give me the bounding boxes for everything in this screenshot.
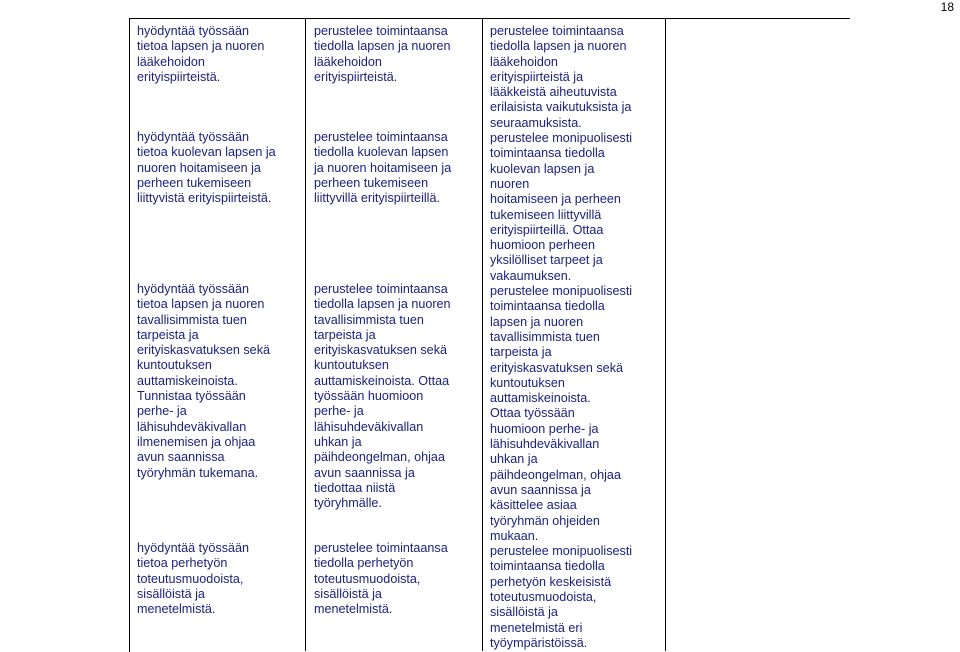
text-line: auttamiskeinoista. Ottaa xyxy=(314,373,450,388)
text-line: lähisuhdeväkivallan xyxy=(490,437,600,452)
text-line: tietoa perhetyön xyxy=(137,556,228,571)
text-block xyxy=(490,24,632,651)
text-line: perhe- ja xyxy=(137,404,187,419)
text-line: yksilölliset tarpeet ja xyxy=(490,253,603,268)
text-block xyxy=(137,130,276,206)
text-block xyxy=(314,130,451,206)
text-line: työympäristöissä. xyxy=(490,635,588,650)
text-line: tiedottaa niistä xyxy=(314,480,396,495)
text-line: menetelmistä eri xyxy=(490,620,583,635)
text-line: toteutusmuodoista, xyxy=(314,571,421,586)
text-line: tiedolla perhetyön xyxy=(314,556,414,571)
text-line: tavallisimmista tuen xyxy=(490,329,600,344)
text-line: perheen tukemiseen xyxy=(314,175,429,190)
text-line: erityispiirteistä ja xyxy=(490,69,584,84)
text-line: työssään huomioon xyxy=(314,389,424,404)
text-line: kuolevan lapsen ja xyxy=(490,161,595,176)
text-line: ilmenemisen ja ohjaa xyxy=(137,434,256,449)
text-line: lääkehoidon xyxy=(314,54,382,69)
text-line: perheen tukemiseen xyxy=(137,175,252,190)
text-line: Tunnistaa työssään xyxy=(137,389,246,404)
text-block xyxy=(314,282,451,511)
text-line: erityiskasvatuksen sekä xyxy=(314,343,447,358)
text-line: perustelee toimintaansa xyxy=(314,541,448,555)
text-block xyxy=(137,24,264,85)
text-line: toimintaansa tiedolla xyxy=(490,559,605,574)
text-line: erityispiirteillä. Ottaa xyxy=(490,222,604,237)
text-line: käsittelee asiaa xyxy=(490,498,577,513)
text-line: lääkehoidon xyxy=(137,54,205,69)
text-line: liittyvistä erityispiirteistä. xyxy=(137,191,272,206)
text-line: huomioon perhe- ja xyxy=(490,421,599,436)
text-line: perhetyön keskeisistä xyxy=(490,574,612,589)
text-line: tarpeista ja xyxy=(137,327,199,342)
text-line: perustelee toimintaansa xyxy=(314,282,448,296)
text-line: hyödyntää työssään xyxy=(137,130,250,144)
text-line: avun saannissa xyxy=(137,450,225,465)
text-line: tukemiseen liittyvillä xyxy=(490,207,602,222)
text-line: auttamiskeinoista. xyxy=(490,391,591,406)
text-line: perustelee monipuolisesti xyxy=(490,544,633,559)
text-line: lapsen ja nuoren xyxy=(490,314,584,329)
text-line: perustelee toimintaansa xyxy=(314,24,448,38)
column-divider xyxy=(482,18,483,651)
text-line: toimintaansa tiedolla xyxy=(490,146,605,161)
text-line: hyödyntää työssään xyxy=(137,282,250,296)
text-line: liittyvillä erityispiirteillä. xyxy=(314,191,440,206)
text-line: nuoren hoitamiseen ja xyxy=(137,160,261,175)
text-line: huomioon perheen xyxy=(490,238,596,253)
text-line: tarpeista ja xyxy=(490,345,552,360)
text-line: uhkan ja xyxy=(490,452,538,467)
text-line: sisällöistä ja xyxy=(490,605,558,620)
text-line: tavallisimmista tuen xyxy=(314,312,424,327)
text-line: perustelee toimintaansa xyxy=(314,130,448,144)
text-line: uhkan ja xyxy=(314,434,362,449)
text-line: toimintaansa tiedolla xyxy=(490,299,605,314)
text-line: erilaisista vaikutuksista ja xyxy=(490,100,632,115)
text-line: tiedolla kuolevan lapsen xyxy=(314,145,449,160)
text-block xyxy=(314,541,448,617)
text-line: kuntoutuksen xyxy=(490,375,565,390)
text-line: seuraamuksista. xyxy=(490,115,582,130)
text-line: toteutusmuodoista, xyxy=(490,589,597,604)
text-line: hyödyntää työssään xyxy=(137,24,250,38)
text-line: tarpeista ja xyxy=(314,327,376,342)
text-line: menetelmistä. xyxy=(137,602,216,617)
text-line: päihdeongelman, ohjaa xyxy=(490,467,621,482)
text-line: tietoa lapsen ja nuoren xyxy=(137,297,265,312)
text-block xyxy=(137,282,270,481)
text-line: tiedolla lapsen ja nuoren xyxy=(490,39,627,54)
text-line: ja nuoren hoitamiseen ja xyxy=(314,160,452,175)
text-line: työryhmän ohjeiden xyxy=(490,513,600,528)
text-line: sisällöistä ja xyxy=(137,586,205,601)
column-divider xyxy=(305,18,306,651)
text-line: tiedolla lapsen ja nuoren xyxy=(314,297,451,312)
column-divider xyxy=(665,18,666,651)
text-line: perhe- ja xyxy=(314,404,364,419)
text-line: erityiskasvatuksen sekä xyxy=(490,360,623,375)
text-line: lähisuhdeväkivallan xyxy=(314,419,424,434)
text-line: avun saannissa ja xyxy=(314,465,415,480)
text-line: menetelmistä. xyxy=(314,602,393,617)
text-line: erityiskasvatuksen sekä xyxy=(137,343,270,358)
text-line: perustelee toimintaansa xyxy=(490,24,624,38)
text-line: tietoa lapsen ja nuoren xyxy=(137,39,265,54)
text-line: erityispiirteistä. xyxy=(137,69,221,84)
text-line: tiedolla lapsen ja nuoren xyxy=(314,39,451,54)
text-line: avun saannissa ja xyxy=(490,482,591,497)
text-line: nuoren xyxy=(490,176,530,191)
text-line: kuntoutuksen xyxy=(137,358,212,373)
page-number: 18 xyxy=(940,0,954,14)
text-line: tietoa kuolevan lapsen ja xyxy=(137,145,276,160)
text-line: päihdeongelman, ohjaa xyxy=(314,450,445,465)
text-line: perustelee monipuolisesti xyxy=(490,131,633,146)
text-line: kuntoutuksen xyxy=(314,358,389,373)
text-block xyxy=(314,24,451,85)
text-line: toteutusmuodoista, xyxy=(137,571,244,586)
text-line: lääkkeistä aiheutuvista xyxy=(490,85,617,100)
text-block xyxy=(137,541,249,617)
text-line: Ottaa työssään xyxy=(490,406,575,421)
text-line: tavallisimmista tuen xyxy=(137,312,247,327)
text-line: hyödyntää työssään xyxy=(137,541,250,555)
text-line: työryhmän tukemana. xyxy=(137,465,259,480)
text-line: perustelee monipuolisesti xyxy=(490,284,633,299)
text-line: vakaumuksen. xyxy=(490,268,572,283)
text-line: lääkehoidon xyxy=(490,54,558,69)
text-line: työryhmälle. xyxy=(314,496,382,511)
text-line: auttamiskeinoista. xyxy=(137,373,238,388)
text-line: lähisuhdeväkivallan xyxy=(137,419,247,434)
text-line: sisällöistä ja xyxy=(314,586,382,601)
text-line: erityispiirteistä. xyxy=(314,69,398,84)
text-line: mukaan. xyxy=(490,528,539,543)
text-line: hoitamiseen ja perheen xyxy=(490,192,621,207)
